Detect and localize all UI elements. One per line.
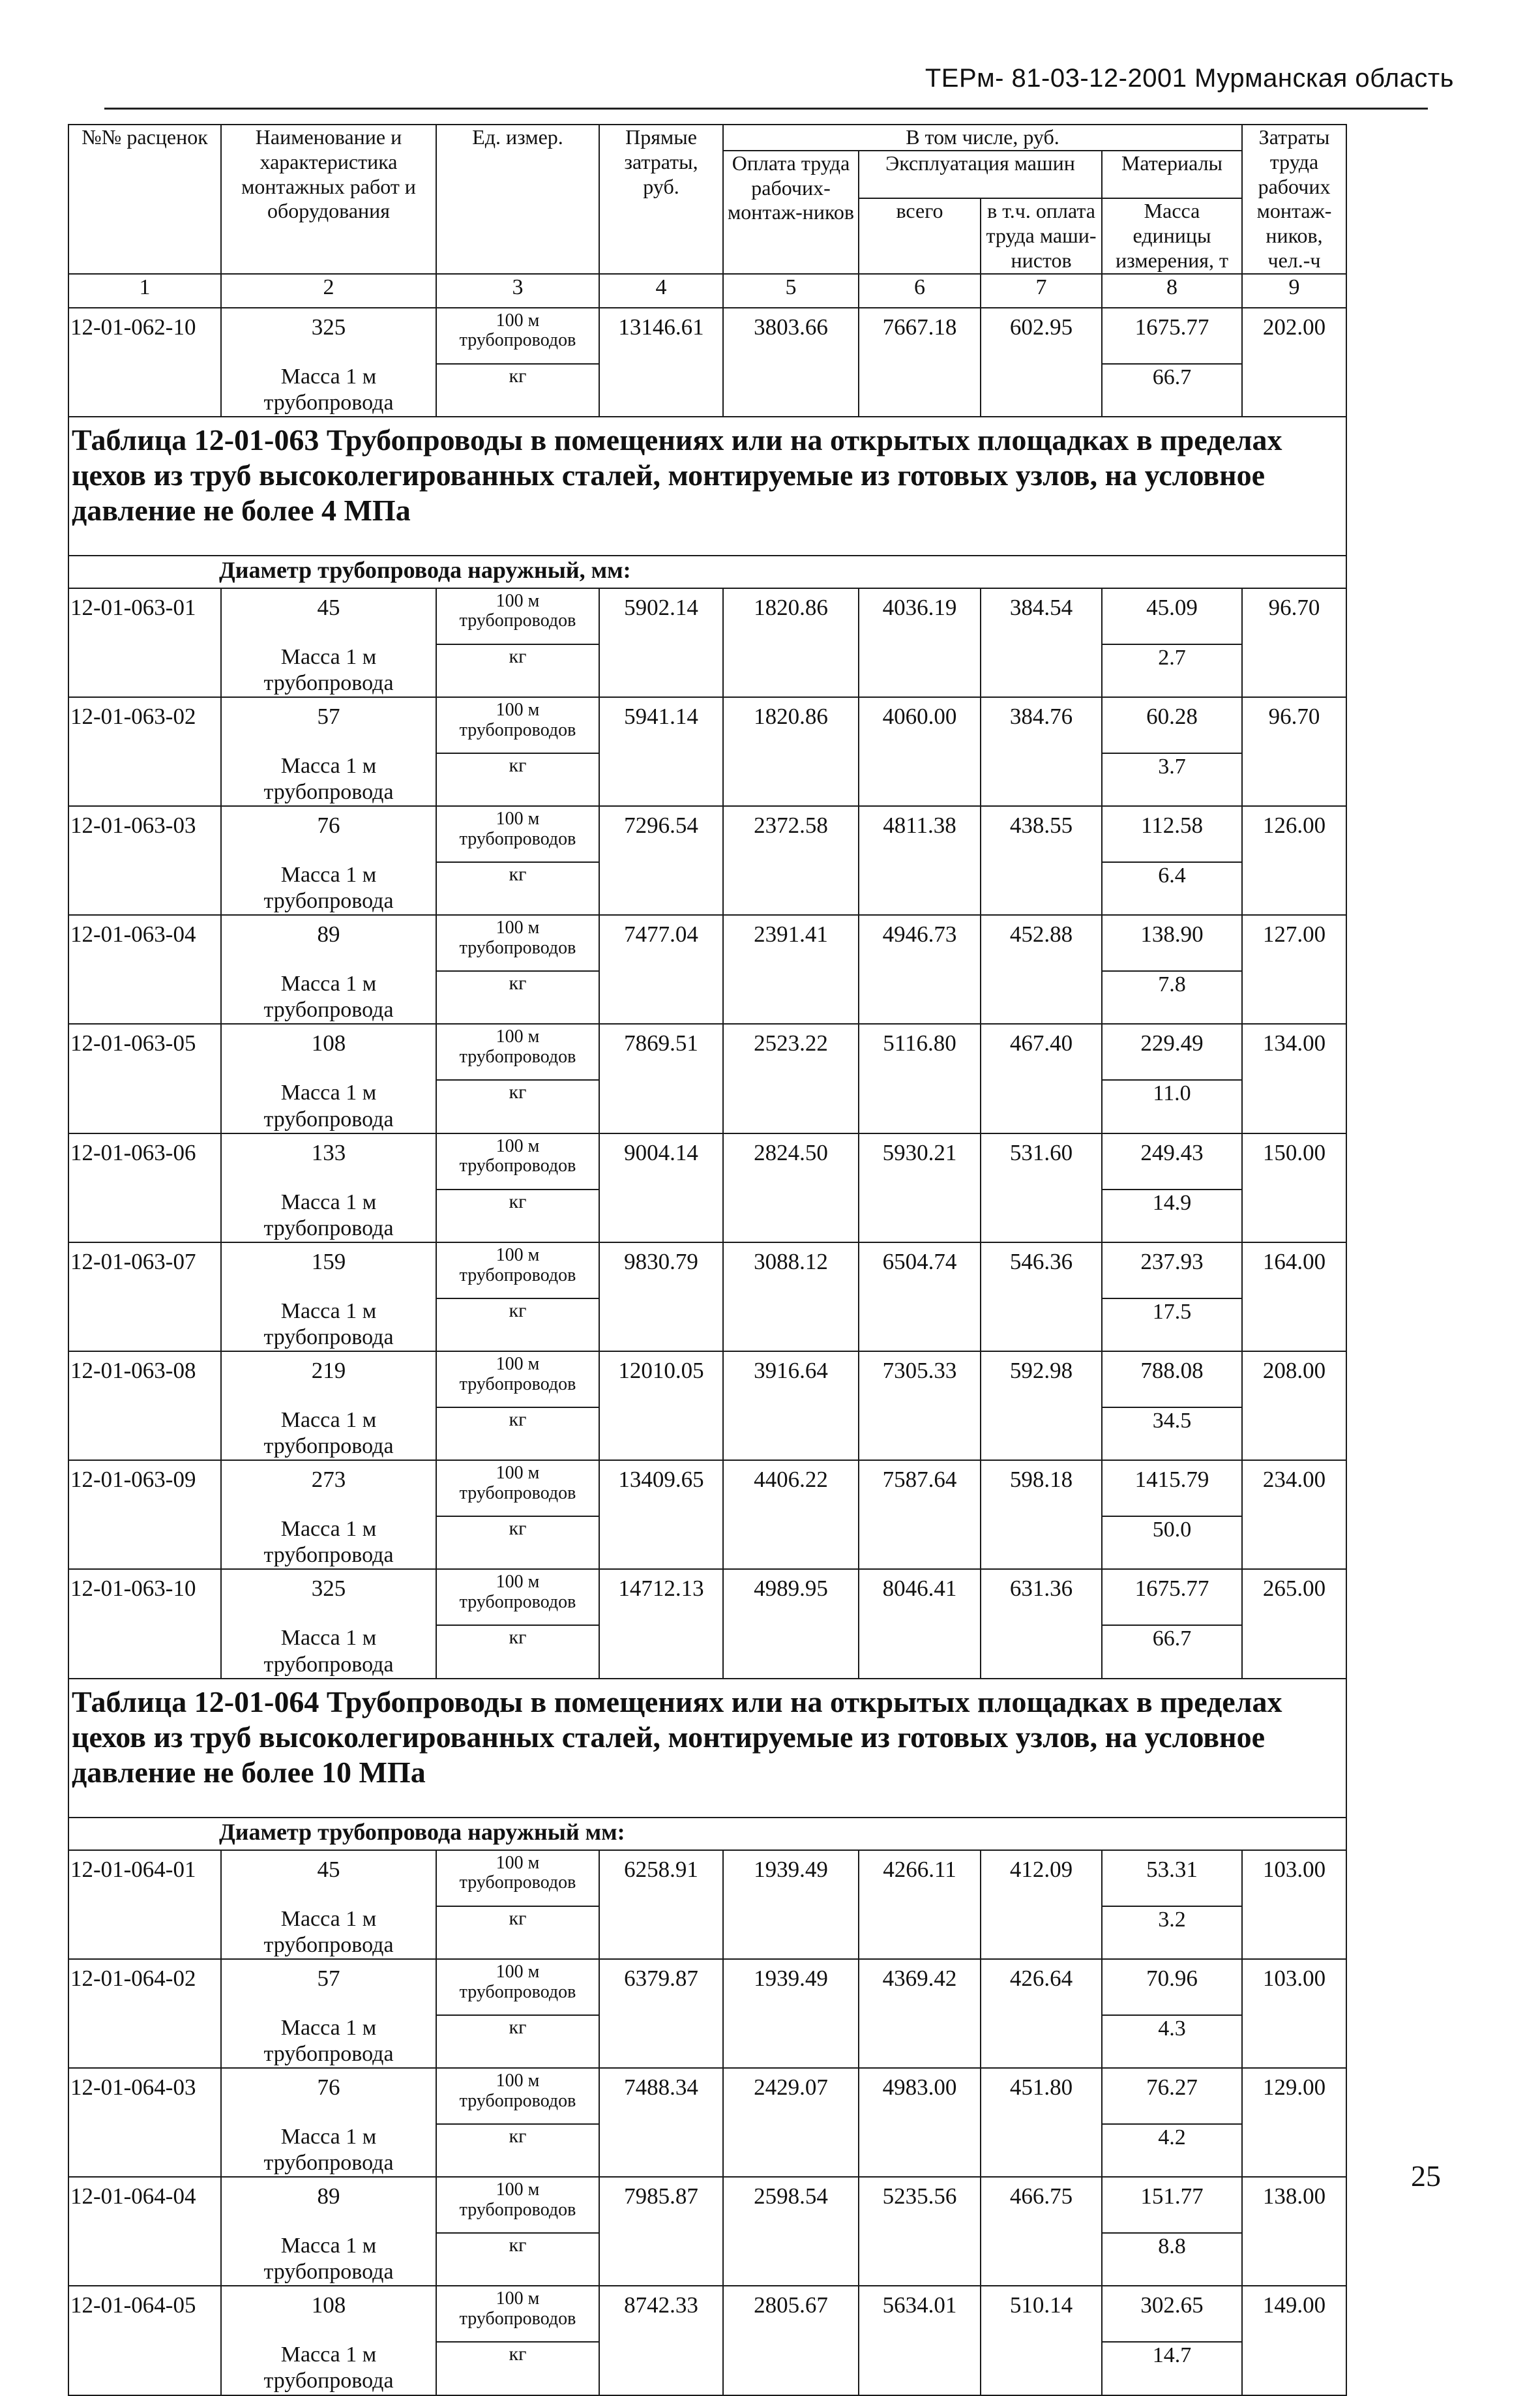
- unit-line: трубопроводов: [459, 610, 576, 631]
- mass-value: 2.7: [1102, 644, 1242, 697]
- labor-cost: 4406.22: [723, 1460, 859, 1569]
- labor-cost: 3088.12: [723, 1242, 859, 1351]
- unit-line: трубопроводов: [459, 828, 576, 849]
- rate-name: 159: [221, 1242, 436, 1298]
- machine-cost: 4369.42: [859, 1959, 981, 2068]
- machine-cost: 7667.18: [859, 308, 981, 417]
- mass-value: 66.7: [1102, 364, 1242, 417]
- col-number: 7: [981, 274, 1102, 308]
- unit-line: 100 м: [496, 310, 540, 331]
- materials-cost: 237.93: [1102, 1242, 1242, 1298]
- labor-hours: 150.00: [1242, 1133, 1346, 1242]
- unit-line: 100 м: [496, 1463, 540, 1484]
- machinist-labor-cost: 451.80: [981, 2068, 1102, 2177]
- mass-unit: кг: [436, 1407, 599, 1460]
- rate-code: 12-01-063-10: [68, 1569, 221, 1678]
- direct-cost: 12010.05: [599, 1351, 723, 1460]
- unit-line: трубопроводов: [459, 2199, 576, 2220]
- mass-label: Масса 1 м трубопровода: [221, 1906, 436, 1959]
- labor-cost: 3916.64: [723, 1351, 859, 1460]
- materials-cost: 1415.79: [1102, 1460, 1242, 1516]
- materials-cost: 138.90: [1102, 915, 1242, 971]
- unit-line: трубопроводов: [459, 1592, 576, 1613]
- labor-cost: 1820.86: [723, 697, 859, 806]
- machine-cost: 7305.33: [859, 1351, 981, 1460]
- col-machines-header: Эксплуатация машин: [859, 151, 1102, 199]
- diameter-label: Диаметр трубопровода наружный, мм:: [68, 556, 1346, 588]
- mass-label: Масса 1 м трубопровода: [221, 1190, 436, 1242]
- mass-unit: кг: [436, 1906, 599, 1959]
- unit-line: трубопроводов: [459, 2309, 576, 2329]
- materials-cost: 229.49: [1102, 1024, 1242, 1080]
- unit-line: 100 м: [496, 1572, 540, 1593]
- unit-cell: [436, 1959, 599, 2015]
- mass-unit: кг: [436, 2342, 599, 2395]
- direct-cost: 8742.33: [599, 2286, 723, 2395]
- machine-cost: 5235.56: [859, 2177, 981, 2286]
- rate-row: [68, 1024, 1346, 1080]
- rate-row: [68, 697, 1346, 753]
- unit-line: трубопроводов: [459, 330, 576, 351]
- direct-cost: 13146.61: [599, 308, 723, 417]
- rate-code: 12-01-062-10: [68, 308, 221, 417]
- col-mach-labor-header: в т.ч. оплата труда маши-нистов: [981, 198, 1102, 273]
- unit-line: 100 м: [496, 2070, 540, 2091]
- labor-cost: 2429.07: [723, 2068, 859, 2177]
- rate-name: 57: [221, 1959, 436, 2015]
- unit-line: трубопроводов: [459, 1872, 576, 1893]
- rates-table: [68, 124, 1347, 2396]
- rate-name: 273: [221, 1460, 436, 1516]
- mass-value: 34.5: [1102, 1407, 1242, 1460]
- table-title: Таблица 12-01-064 Трубопроводы в помещениях или на открытых площадках в пределах цехов из труб высоколегированных сталей, монтируемые из готовых узлов, на условное давление не более 10 МПа: [68, 1679, 1346, 1818]
- rate-code: 12-01-063-06: [68, 1133, 221, 1242]
- rate-name: 325: [221, 1569, 436, 1625]
- mass-label: Масса 1 м трубопровода: [221, 1516, 436, 1569]
- table-title-row: [68, 1679, 1346, 1818]
- machinist-labor-cost: 531.60: [981, 1133, 1102, 1242]
- mass-value: 50.0: [1102, 1516, 1242, 1569]
- mass-label: Масса 1 м трубопровода: [221, 971, 436, 1024]
- unit-cell: [436, 915, 599, 971]
- direct-cost: 7869.51: [599, 1024, 723, 1133]
- direct-cost: 7488.34: [599, 2068, 723, 2177]
- mass-unit: кг: [436, 2233, 599, 2286]
- rate-row: [68, 2177, 1346, 2233]
- rate-row: [68, 915, 1346, 971]
- header-rule: [104, 108, 1428, 110]
- rate-row: [68, 2068, 1346, 2124]
- labor-hours: 103.00: [1242, 1959, 1346, 2068]
- mass-value: 7.8: [1102, 971, 1242, 1024]
- direct-cost: 7477.04: [599, 915, 723, 1024]
- rate-code: 12-01-064-04: [68, 2177, 221, 2286]
- machine-cost: 5930.21: [859, 1133, 981, 1242]
- mass-value: 3.2: [1102, 1906, 1242, 1959]
- materials-cost: 70.96: [1102, 1959, 1242, 2015]
- labor-hours: 164.00: [1242, 1242, 1346, 1351]
- materials-cost: 151.77: [1102, 2177, 1242, 2233]
- mass-label: Масса 1 м трубопровода: [221, 2233, 436, 2286]
- unit-line: 100 м: [496, 1961, 540, 1982]
- rate-name: 89: [221, 2177, 436, 2233]
- direct-cost: 7296.54: [599, 806, 723, 915]
- rate-row: [68, 1460, 1346, 1516]
- col-number: 6: [859, 274, 981, 308]
- machine-cost: 4036.19: [859, 588, 981, 697]
- labor-cost: 2391.41: [723, 915, 859, 1024]
- mass-label: Масса 1 м трубопровода: [221, 2015, 436, 2068]
- labor-hours: 208.00: [1242, 1351, 1346, 1460]
- unit-line: трубопроводов: [459, 1265, 576, 1285]
- direct-cost: 6379.87: [599, 1959, 723, 2068]
- rate-code: 12-01-063-01: [68, 588, 221, 697]
- rate-code: 12-01-063-02: [68, 697, 221, 806]
- col-number: 1: [68, 274, 221, 308]
- rate-name: 57: [221, 697, 436, 753]
- unit-line: 100 м: [496, 1354, 540, 1375]
- mass-unit: кг: [436, 1625, 599, 1678]
- mass-label: Масса 1 м трубопровода: [221, 364, 436, 417]
- unit-line: 100 м: [496, 2179, 540, 2200]
- mass-label: Масса 1 м трубопровода: [221, 753, 436, 806]
- rate-row: [68, 1850, 1346, 1906]
- materials-cost: 1675.77: [1102, 1569, 1242, 1625]
- mass-label: Масса 1 м трубопровода: [221, 644, 436, 697]
- rate-row: [68, 308, 1346, 364]
- rate-name: 219: [221, 1351, 436, 1407]
- machinist-labor-cost: 466.75: [981, 2177, 1102, 2286]
- labor-hours: 96.70: [1242, 588, 1346, 697]
- mass-value: 17.5: [1102, 1298, 1242, 1351]
- machine-cost: 5116.80: [859, 1024, 981, 1133]
- rate-code: 12-01-063-05: [68, 1024, 221, 1133]
- machine-cost: 6504.74: [859, 1242, 981, 1351]
- direct-cost: 9004.14: [599, 1133, 723, 1242]
- rate-code: 12-01-063-04: [68, 915, 221, 1024]
- mass-unit: кг: [436, 644, 599, 697]
- rate-name: 108: [221, 2286, 436, 2342]
- mass-unit: кг: [436, 1298, 599, 1351]
- machine-cost: 5634.01: [859, 2286, 981, 2395]
- mass-value: 11.0: [1102, 1080, 1242, 1133]
- labor-cost: 1939.49: [723, 1959, 859, 2068]
- rate-name: 325: [221, 308, 436, 364]
- unit-cell: [436, 1242, 599, 1298]
- table-title: Таблица 12-01-063 Трубопроводы в помещениях или на открытых площадках в пределах цехов из труб высоколегированных сталей, монтируемые из готовых узлов, на условное давление не более 4 МПа: [68, 417, 1346, 556]
- labor-hours: 126.00: [1242, 806, 1346, 915]
- machinist-labor-cost: 384.76: [981, 697, 1102, 806]
- mass-value: 3.7: [1102, 753, 1242, 806]
- rate-name: 89: [221, 915, 436, 971]
- unit-line: 100 м: [496, 2288, 540, 2309]
- unit-cell: [436, 588, 599, 644]
- rate-code: 12-01-063-03: [68, 806, 221, 915]
- machine-cost: 4946.73: [859, 915, 981, 1024]
- unit-line: 100 м: [496, 1852, 540, 1873]
- unit-cell: [436, 1351, 599, 1407]
- unit-cell: [436, 2177, 599, 2233]
- col-mass-header: Масса единицы измерения, т: [1102, 198, 1242, 273]
- unit-cell: [436, 1569, 599, 1625]
- page-number: 25: [1411, 2159, 1441, 2193]
- col-number: 4: [599, 274, 723, 308]
- mass-unit: кг: [436, 2015, 599, 2068]
- machinist-labor-cost: 510.14: [981, 2286, 1102, 2395]
- rate-row: [68, 1242, 1346, 1298]
- header-row-1: [68, 125, 1346, 151]
- mass-value: 14.9: [1102, 1190, 1242, 1242]
- direct-cost: 6258.91: [599, 1850, 723, 1959]
- unit-cell: [436, 1850, 599, 1906]
- rate-code: 12-01-063-07: [68, 1242, 221, 1351]
- rate-code: 12-01-064-05: [68, 2286, 221, 2395]
- mass-unit: кг: [436, 1190, 599, 1242]
- table-title-row: [68, 417, 1346, 556]
- unit-line: трубопроводов: [459, 1483, 576, 1504]
- col-number: 3: [436, 274, 599, 308]
- direct-cost: 14712.13: [599, 1569, 723, 1678]
- machine-cost: 7587.64: [859, 1460, 981, 1569]
- labor-hours: 202.00: [1242, 308, 1346, 417]
- direct-cost: 5941.14: [599, 697, 723, 806]
- labor-hours: 96.70: [1242, 697, 1346, 806]
- mass-label: Масса 1 м трубопровода: [221, 1298, 436, 1351]
- mass-unit: кг: [436, 862, 599, 915]
- unit-line: трубопроводов: [459, 1373, 576, 1394]
- machinist-labor-cost: 631.36: [981, 1569, 1102, 1678]
- materials-cost: 249.43: [1102, 1133, 1242, 1190]
- unit-line: 100 м: [496, 1026, 540, 1047]
- col-labor-header: Оплата труда рабочих-монтаж-ников: [723, 151, 859, 274]
- diameter-label-row: [68, 1818, 1346, 1850]
- machine-cost: 4811.38: [859, 806, 981, 915]
- machine-cost: 8046.41: [859, 1569, 981, 1678]
- mass-label: Масса 1 м трубопровода: [221, 2124, 436, 2177]
- machinist-labor-cost: 467.40: [981, 1024, 1102, 1133]
- column-numbers-row: [68, 274, 1346, 308]
- rate-row: [68, 1133, 1346, 1190]
- unit-cell: [436, 697, 599, 753]
- unit-line: трубопроводов: [459, 1156, 576, 1176]
- materials-cost: 45.09: [1102, 588, 1242, 644]
- col-number: 5: [723, 274, 859, 308]
- rate-name: 76: [221, 2068, 436, 2124]
- unit-line: 100 м: [496, 808, 540, 829]
- mass-value: 14.7: [1102, 2342, 1242, 2395]
- direct-cost: 9830.79: [599, 1242, 723, 1351]
- mass-value: 4.3: [1102, 2015, 1242, 2068]
- direct-cost: 5902.14: [599, 588, 723, 697]
- materials-cost: 76.27: [1102, 2068, 1242, 2124]
- machinist-labor-cost: 438.55: [981, 806, 1102, 915]
- col-hours-header: Затраты труда рабочих монтаж-ников, чел.-ч: [1242, 125, 1346, 274]
- unit-cell: [436, 1133, 599, 1190]
- labor-cost: 1820.86: [723, 588, 859, 697]
- machine-cost: 4060.00: [859, 697, 981, 806]
- col-materials-header: Материалы: [1102, 151, 1242, 199]
- col-number: 9: [1242, 274, 1346, 308]
- labor-cost: 2805.67: [723, 2286, 859, 2395]
- rate-name: 108: [221, 1024, 436, 1080]
- labor-hours: 265.00: [1242, 1569, 1346, 1678]
- materials-cost: 1675.77: [1102, 308, 1242, 364]
- col-mach-total-header: всего: [859, 198, 981, 273]
- col-number: 2: [221, 274, 436, 308]
- mass-unit: кг: [436, 1080, 599, 1133]
- unit-line: трубопроводов: [459, 2090, 576, 2111]
- labor-cost: 3803.66: [723, 308, 859, 417]
- unit-line: трубопроводов: [459, 1047, 576, 1068]
- rate-name: 76: [221, 806, 436, 862]
- machinist-labor-cost: 452.88: [981, 915, 1102, 1024]
- mass-unit: кг: [436, 753, 599, 806]
- rate-name: 45: [221, 1850, 436, 1906]
- materials-cost: 302.65: [1102, 2286, 1242, 2342]
- labor-hours: 127.00: [1242, 915, 1346, 1024]
- machine-cost: 4983.00: [859, 2068, 981, 2177]
- materials-cost: 112.58: [1102, 806, 1242, 862]
- unit-cell: [436, 308, 599, 364]
- rate-code: 12-01-063-08: [68, 1351, 221, 1460]
- mass-unit: кг: [436, 2124, 599, 2177]
- labor-hours: 134.00: [1242, 1024, 1346, 1133]
- machinist-labor-cost: 384.54: [981, 588, 1102, 697]
- labor-cost: 1939.49: [723, 1850, 859, 1959]
- unit-line: трубопроводов: [459, 937, 576, 958]
- rate-row: [68, 1569, 1346, 1625]
- col-number: 8: [1102, 274, 1242, 308]
- mass-unit: кг: [436, 1516, 599, 1569]
- mass-label: Масса 1 м трубопровода: [221, 1407, 436, 1460]
- rate-row: [68, 588, 1346, 644]
- rate-code: 12-01-064-03: [68, 2068, 221, 2177]
- unit-line: трубопроводов: [459, 1981, 576, 2002]
- labor-cost: 2824.50: [723, 1133, 859, 1242]
- mass-value: 66.7: [1102, 1625, 1242, 1678]
- machinist-labor-cost: 592.98: [981, 1351, 1102, 1460]
- labor-hours: 129.00: [1242, 2068, 1346, 2177]
- mass-label: Масса 1 м трубопровода: [221, 1625, 436, 1678]
- unit-cell: [436, 1024, 599, 1080]
- direct-cost: 13409.65: [599, 1460, 723, 1569]
- unit-cell: [436, 2068, 599, 2124]
- machinist-labor-cost: 412.09: [981, 1850, 1102, 1959]
- mass-label: Масса 1 м трубопровода: [221, 1080, 436, 1133]
- labor-hours: 103.00: [1242, 1850, 1346, 1959]
- labor-hours: 149.00: [1242, 2286, 1346, 2395]
- unit-line: 100 м: [496, 1244, 540, 1265]
- mass-value: 6.4: [1102, 862, 1242, 915]
- rate-code: 12-01-064-01: [68, 1850, 221, 1959]
- labor-cost: 4989.95: [723, 1569, 859, 1678]
- col-unit-header: Ед. измер.: [436, 125, 599, 274]
- mass-label: Масса 1 м трубопровода: [221, 2342, 436, 2395]
- labor-hours: 138.00: [1242, 2177, 1346, 2286]
- direct-cost: 7985.87: [599, 2177, 723, 2286]
- labor-cost: 2523.22: [723, 1024, 859, 1133]
- col-in-total-header: В том числе, руб.: [723, 125, 1242, 151]
- rate-row: [68, 806, 1346, 862]
- mass-unit: кг: [436, 364, 599, 417]
- col-direct-header: Прямые затраты, руб.: [599, 125, 723, 274]
- unit-cell: [436, 806, 599, 862]
- unit-line: 100 м: [496, 918, 540, 938]
- rate-name: 133: [221, 1133, 436, 1190]
- machinist-labor-cost: 598.18: [981, 1460, 1102, 1569]
- labor-cost: 2598.54: [723, 2177, 859, 2286]
- rate-row: [68, 2286, 1346, 2342]
- unit-line: трубопроводов: [459, 719, 576, 740]
- diameter-label: Диаметр трубопровода наружный мм:: [68, 1818, 1346, 1850]
- machine-cost: 4266.11: [859, 1850, 981, 1959]
- col-name-header: Наименование и характеристика монтажных работ и оборудования: [221, 125, 436, 274]
- mass-value: 4.2: [1102, 2124, 1242, 2177]
- rate-code: 12-01-063-09: [68, 1460, 221, 1569]
- unit-line: 100 м: [496, 590, 540, 611]
- unit-line: 100 м: [496, 1135, 540, 1156]
- unit-cell: [436, 1460, 599, 1516]
- rate-code: 12-01-064-02: [68, 1959, 221, 2068]
- mass-label: Масса 1 м трубопровода: [221, 862, 436, 915]
- machinist-labor-cost: 426.64: [981, 1959, 1102, 2068]
- mass-unit: кг: [436, 971, 599, 1024]
- rate-row: [68, 1959, 1346, 2015]
- col-code-header: №№ расценок: [68, 125, 221, 274]
- materials-cost: 788.08: [1102, 1351, 1242, 1407]
- machinist-labor-cost: 602.95: [981, 308, 1102, 417]
- page-header-title: ТЕРм- 81-03-12-2001 Мурманская область: [925, 64, 1454, 93]
- diameter-label-row: [68, 556, 1346, 588]
- labor-cost: 2372.58: [723, 806, 859, 915]
- labor-hours: 234.00: [1242, 1460, 1346, 1569]
- machinist-labor-cost: 546.36: [981, 1242, 1102, 1351]
- mass-value: 8.8: [1102, 2233, 1242, 2286]
- unit-cell: [436, 2286, 599, 2342]
- unit-line: 100 м: [496, 699, 540, 720]
- rate-row: [68, 1351, 1346, 1407]
- rate-name: 45: [221, 588, 436, 644]
- materials-cost: 60.28: [1102, 697, 1242, 753]
- materials-cost: 53.31: [1102, 1850, 1242, 1906]
